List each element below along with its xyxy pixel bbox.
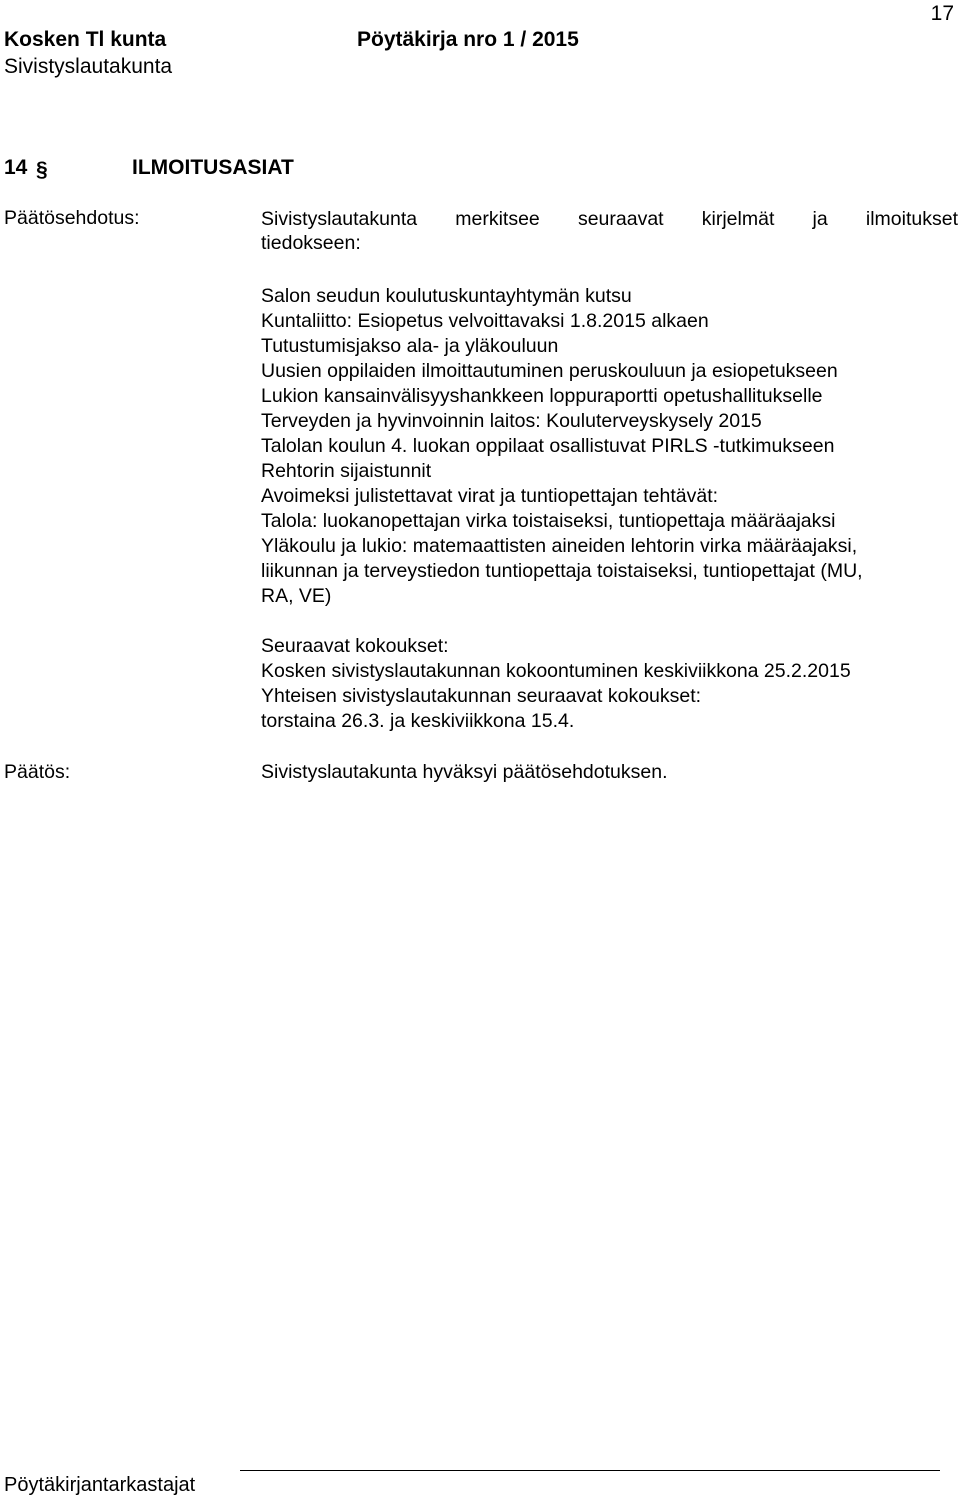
- section-sign: §: [36, 158, 48, 181]
- meetings-heading: Seuraavat kokoukset:: [261, 635, 449, 657]
- list-item: Uusien oppilaiden ilmoittautuminen peruskouluun ja esiopetukseen: [261, 360, 838, 382]
- list-item: Talola: luokanopettajan virka toistaiseksi, tuntiopettaja määräajaksi: [261, 510, 836, 532]
- committee-name: Sivistyslautakunta: [4, 55, 173, 78]
- proposal-text: [261, 207, 958, 232]
- list-item: Rehtorin sijaistunnit: [261, 460, 432, 482]
- list-item: RA, VE): [261, 585, 332, 607]
- footer-label: Pöytäkirjantarkastajat: [4, 1474, 196, 1496]
- organization-name: Kosken Tl kunta: [4, 28, 167, 51]
- section-number: 14: [4, 156, 28, 179]
- signature-line: [240, 1470, 940, 1471]
- list-item: liikunnan ja terveystiedon tuntiopettaja toistaiseksi, tuntiopettajat (MU,: [261, 560, 863, 582]
- list-item: Tutustumisjakso ala- ja yläkouluun: [261, 335, 559, 357]
- section-title: ILMOITUSASIAT: [132, 156, 294, 179]
- list-item: Terveyden ja hyvinvoinnin laitos: Kouluterveyskysely 2015: [261, 410, 762, 432]
- notice-items-list: [261, 284, 863, 609]
- proposal-text-line: tiedokseen:: [261, 232, 361, 254]
- proposal-text-line: Sivistyslautakunta merkitsee seuraavat kirjelmät ja ilmoitukset: [261, 208, 958, 230]
- meetings-block: [261, 634, 851, 734]
- list-item: Salon seudun koulutuskuntayhtymän kutsu: [261, 285, 632, 307]
- list-item: torstaina 26.3. ja keskiviikkona 15.4.: [261, 710, 575, 732]
- proposal-label: Päätösehdotus:: [4, 207, 140, 229]
- list-item: Lukion kansainvälisyyshankkeen loppuraportti opetushallitukselle: [261, 385, 823, 407]
- list-item: Kuntaliitto: Esiopetus velvoittavaksi 1.8.2015 alkaen: [261, 310, 709, 332]
- page-number: 17: [930, 2, 954, 25]
- list-item: Yhteisen sivistyslautakunnan seuraavat kokoukset:: [261, 685, 702, 707]
- list-item: Yläkoulu ja lukio: matemaattisten aineiden lehtorin virka määräajaksi,: [261, 535, 858, 557]
- list-item: Talolan koulun 4. luokan oppilaat osallistuvat PIRLS -tutkimukseen: [261, 435, 835, 457]
- list-item: Avoimeksi julistettavat virat ja tuntiopettajan tehtävät:: [261, 485, 719, 507]
- list-item: Kosken sivistyslautakunnan kokoontuminen keskiviikkona 25.2.2015: [261, 660, 851, 682]
- decision-label: Päätös:: [4, 761, 71, 783]
- minutes-title: Pöytäkirja nro 1 / 2015: [357, 28, 579, 51]
- decision-text: Sivistyslautakunta hyväksyi päätösehdotuksen.: [261, 761, 668, 783]
